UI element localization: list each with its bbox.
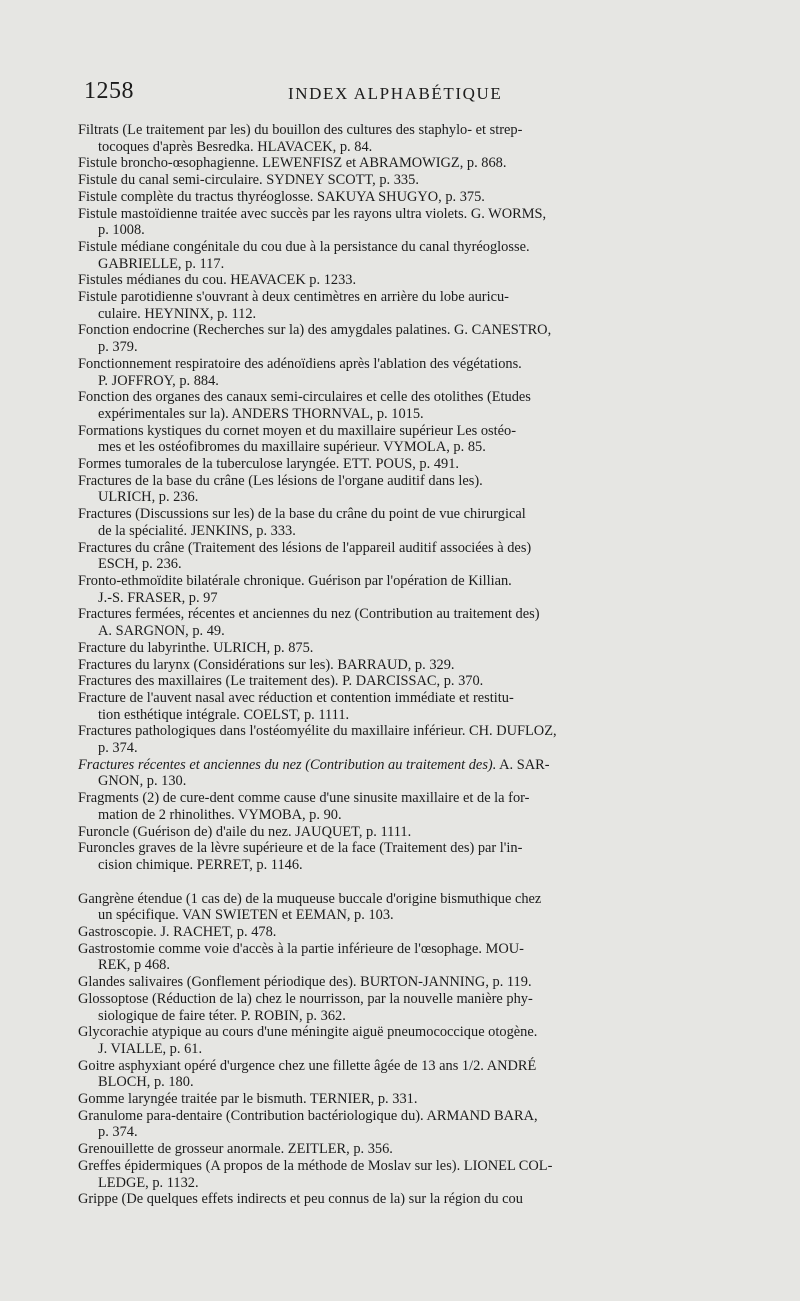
index-entry: Grippe (De quelques effets indirects et peu connus de la) sur la région du cou: [78, 1191, 523, 1208]
index-entry: Formations kystiques du cornet moyen et du maxillaire supérieur Les ostéo- mes et les ostéofibromes du maxillaire supérieur. VYMOLA, p. 85.: [78, 422, 517, 456]
index-entry: Goitre asphyxiant opéré d'urgence chez une fillette âgée de 13 ans 1/2. ANDRÉ BLOCH, p. 180.: [78, 1057, 537, 1091]
page-number: 1258: [84, 78, 134, 104]
index-entry: Gastroscopie. J. RACHET, p. 478.: [78, 924, 277, 941]
index-entry: Glandes salivaires (Gonflement périodique des). BURTON-JANNING, p. 119.: [78, 974, 532, 991]
index-entry: Furoncles graves de la lèvre supérieure et de la face (Traitement des) par l'in- cision chimique. PERRET, p. 1146.: [78, 840, 523, 873]
index-entry: Fracture de l'auvent nasal avec réduction et contention immédiate et restitu- tion esthétique intégrale. COELST, p. 1111.: [78, 689, 514, 723]
index-entry: Greffes épidermiques (A propos de la méthode de Moslav sur les). LIONEL COL- LEDGE, p. 1132.: [78, 1157, 553, 1191]
index-entry: Fistules médianes du cou. HEAVACEK p. 1233.: [78, 272, 357, 289]
index-entry: Gastrostomie comme voie d'accès à la partie inférieure de l'œsophage. MOU- REK, p 468.: [78, 940, 524, 974]
index-entry: Grenouillette de grosseur anormale. ZEITLER, p. 356.: [78, 1141, 393, 1158]
index-entry: Furoncle (Guérison de) d'aile du nez. JAUQUET, p. 1111.: [78, 823, 412, 840]
running-head: INDEX ALPHABÉTIQUE: [288, 84, 503, 103]
index-entry: Granulome para-dentaire (Contribution bactériologique du). ARMAND BARA, p. 374.: [78, 1107, 538, 1141]
index-entry: Fronto-ethmoïdite bilatérale chronique. Guérison par l'opération de Killian. J.-S. FRASER, p. 97: [78, 572, 512, 606]
index-entry: Fractures des maxillaires (Le traitement des). P. DARCISSAC, p. 370.: [78, 673, 484, 690]
index-entry: Fistule broncho-œsophagienne. LEWENFISZ et ABRAMOWIGZ, p. 868.: [78, 155, 507, 172]
index-entry: Fistule médiane congénitale du cou due à la persistance du canal thyréoglosse. GABRIELLE, p. 117.: [78, 238, 530, 272]
index-entry: Fractures pathologiques dans l'ostéomyélite du maxillaire inférieur. CH. DUFLOZ, p. 374.: [78, 723, 557, 757]
index-entry: Fistule parotidienne s'ouvrant à deux centimètres en arrière du lobe auricu- culaire. HEYNINX, p. 112.: [78, 289, 509, 322]
index-entry: Fistule du canal semi-circulaire. SYDNEY SCOTT, p. 335.: [78, 172, 419, 189]
index-entry: Fonction endocrine (Recherches sur la) des amygdales palatines. G. CANESTRO, p. 379.: [78, 322, 552, 356]
index-entry-italic: [78, 757, 768, 790]
index-entry: Gangrène étendue (1 cas de) de la muqueuse buccale d'origine bismuthique chez un spécifique. VAN SWIETEN et EEMAN, p. 103.: [78, 890, 542, 924]
index-entry: Fonction des organes des canaux semi-circulaires et celle des otolithes (Etudes expérimentales sur la). ANDERS THORNVAL, p. 1015.: [78, 389, 531, 422]
index-entry: Fistule mastoïdienne traitée avec succès par les rayons ultra violets. G. WORMS, p. 1008.: [78, 205, 547, 239]
index-entry: Formes tumorales de la tuberculose laryngée. ETT. POUS, p. 491.: [78, 456, 459, 473]
index-entry: Fistule complète du tractus thyréoglosse. SAKUYA SHUGYO, p. 375.: [78, 188, 485, 205]
index-entry: Fragments (2) de cure-dent comme cause d'une sinusite maxillaire et de la for- mation de 2 rhinolithes. VYMOBA, p. 90.: [78, 790, 530, 823]
index-entry: Fractures (Discussions sur les) de la base du crâne du point de vue chirurgical de la spécialité. JENKINS, p. 333.: [78, 506, 526, 539]
index-entry: Fonctionnement respiratoire des adénoïdiens après l'ablation des végétations. P. JOFFROY, p. 884.: [78, 355, 522, 389]
index-entry: Gomme laryngée traitée par le bismuth. TERNIER, p. 331.: [78, 1091, 418, 1108]
index-entry: Filtrats (Le traitement par les) du bouillon des cultures des staphylo- et strep- tocoques d'après Besredka. HLAVACEK, p. 84.: [78, 122, 523, 155]
index-entry: Fractures fermées, récentes et anciennes du nez (Contribution au traitement des) A. SARGNON, p. 49.: [78, 606, 540, 640]
italic-entry-title: Fractures récentes et anciennes du nez (Contribution au traitement des).: [78, 756, 497, 773]
index-entry: Fractures du larynx (Considérations sur les). BARRAUD, p. 329.: [78, 656, 455, 673]
section-gap: [78, 874, 768, 891]
index-entry: Fractures de la base du crâne (Les lésions de l'organe auditif dans les). ULRICH, p. 236.: [78, 472, 483, 506]
index-entries: [78, 122, 768, 1208]
italic-entry-rest: A. SAR- GNON, p. 130.: [98, 756, 550, 790]
index-entry: Fracture du labyrinthe. ULRICH, p. 875.: [78, 639, 314, 656]
index-entry: Glycorachie atypique au cours d'une méningite aiguë pneumococcique otogène. J. VIALLE, p. 61.: [78, 1024, 538, 1057]
index-entry: Glossoptose (Réduction de la) chez le nourrisson, par la nouvelle manière phy- siologique de faire téter. P. ROBIN, p. 362.: [78, 990, 533, 1024]
index-entry: Fractures du crâne (Traitement des lésions de l'appareil auditif associées à des) ESCH, p. 236.: [78, 539, 532, 573]
